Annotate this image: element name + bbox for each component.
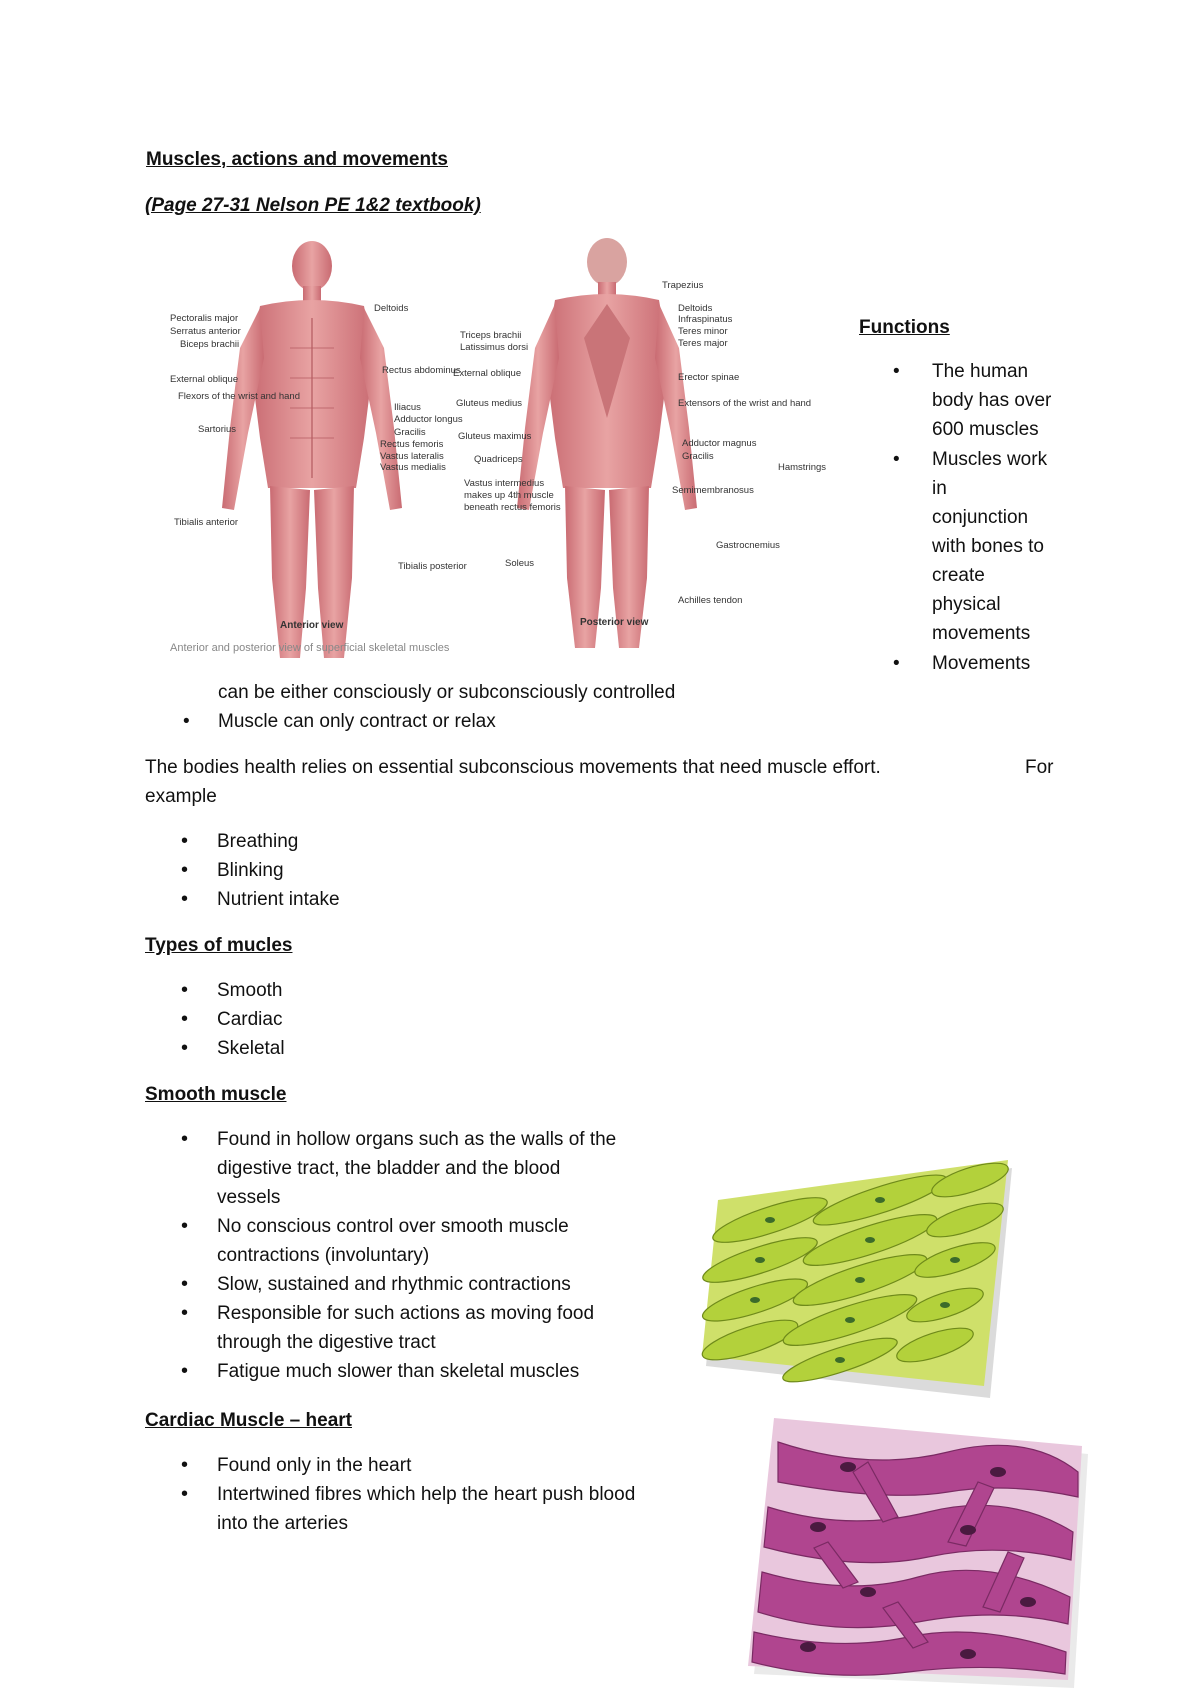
label-external-oblique-posterior: External oblique [453, 368, 522, 379]
label-rectus-femoris: Rectus femoris [380, 439, 444, 450]
label-adductor-longus: Adductor longus [394, 414, 463, 425]
label-tibialis-anterior: Tibialis anterior [174, 517, 239, 528]
functions-bullet-2-line-4: with bones to [932, 536, 1044, 557]
smooth-muscle-illustration [700, 1160, 1020, 1400]
list-item [145, 1480, 635, 1538]
label-achilles-tendon: Achilles tendon [678, 595, 743, 606]
label-semimembranosus: Semimembranosus [672, 485, 754, 496]
smooth-list [145, 1125, 616, 1386]
list-item: • Smooth [145, 976, 285, 1005]
examples-list [145, 827, 340, 914]
label-gracilis-anterior: Gracilis [394, 427, 426, 438]
health-paragraph-line-1-end: For [1025, 757, 1054, 778]
functions-bullet-3-line: Movements [932, 653, 1031, 674]
label-deltoids-posterior: Deltoids [678, 303, 713, 314]
posterior-figure [517, 238, 697, 648]
functions-bullet-2-line-7: movements [932, 623, 1031, 644]
cardiac-list [145, 1451, 635, 1538]
label-teres-minor: Teres minor [678, 326, 728, 337]
list-item-line: • Intertwined fibres which help the heart push blood [217, 1484, 636, 1505]
list-item [145, 1451, 635, 1480]
page-title: Muscles, actions and movements [146, 149, 448, 170]
label-extensors-wrist: Extensors of the wrist and hand [678, 398, 812, 409]
textbook-reference: (Page 27-31 Nelson PE 1&2 textbook) [145, 195, 481, 216]
types-list [145, 976, 285, 1063]
functions-bullet-3-dot: • [893, 653, 900, 674]
label-biceps-brachii: Biceps brachii [180, 339, 240, 350]
functions-bullet-2-line-1: Muscles work [932, 449, 1048, 470]
list-item-line: digestive tract, the bladder and the blood [217, 1158, 561, 1179]
list-item-line: • Slow, sustained and rhythmic contractions [217, 1274, 571, 1295]
functions-bullet-2-line-5: create [932, 565, 985, 586]
label-soleus: Soleus [505, 558, 535, 569]
label-teres-major: Teres major [678, 338, 728, 349]
functions-bullet-4-dot: • [183, 711, 190, 732]
label-serratus-anterior: Serratus anterior [170, 326, 241, 337]
label-iliacus: Iliacus [394, 402, 421, 413]
list-item-line: • Fatigue much slower than skeletal muscles [217, 1361, 580, 1382]
functions-bullet-2-dot: • [893, 449, 900, 470]
label-tibialis-posterior: Tibialis posterior [398, 561, 467, 572]
functions-bullet-1-line-3: 600 muscles [932, 419, 1039, 440]
health-paragraph-line-1: The bodies health relies on essential subconscious movements that need muscle effort. [145, 757, 881, 778]
label-vastus-lateralis: Vastus lateralis [380, 451, 444, 462]
health-paragraph-line-2: example [145, 786, 217, 807]
label-gracilis-posterior: Gracilis [682, 451, 714, 462]
muscle-anatomy-diagram [160, 238, 850, 658]
posterior-view-label: Posterior view [580, 617, 649, 628]
functions-bullet-1-line-1: The human [932, 361, 1029, 382]
label-adductor-magnus: Adductor magnus [682, 438, 757, 449]
label-hamstrings: Hamstrings [778, 462, 827, 473]
label-gluteus-medius: Gluteus medius [456, 398, 523, 409]
list-item: • Cardiac [145, 1005, 285, 1034]
label-pectoralis-major: Pectoralis major [170, 313, 239, 324]
label-gastrocnemius: Gastrocnemius [716, 540, 780, 551]
list-item [145, 1270, 616, 1299]
list-item [145, 1357, 616, 1386]
list-item-line: contractions (involuntary) [217, 1245, 430, 1266]
cardiac-heading: Cardiac Muscle – heart [145, 1410, 352, 1431]
functions-bullet-2-line-3: conjunction [932, 507, 1029, 528]
label-gluteus-maximus: Gluteus maximus [458, 431, 532, 442]
label-latissimus-dorsi: Latissimus dorsi [460, 342, 529, 353]
list-item [145, 1299, 616, 1357]
list-item: • Skeletal [145, 1034, 285, 1063]
list-item-line: • No conscious control over smooth muscle [217, 1216, 569, 1237]
list-item: • Blinking [145, 856, 340, 885]
functions-continuation: can be either consciously or subconsciously controlled [218, 682, 676, 703]
label-quadriceps: Quadriceps [474, 454, 523, 465]
functions-bullet-2-line-2: in [932, 478, 947, 499]
list-item-line: • Responsible for such actions as moving food [217, 1303, 595, 1324]
list-item-line: through the digestive tract [217, 1332, 436, 1353]
list-item [145, 1212, 616, 1270]
label-erector-spinae: Erector spinae [678, 372, 740, 383]
list-item-line: • Found only in the heart [217, 1455, 412, 1476]
functions-bullet-1-line-2: body has over [932, 390, 1052, 411]
smooth-heading: Smooth muscle [145, 1084, 287, 1105]
label-triceps-brachii: Triceps brachii [460, 330, 522, 341]
list-item [145, 1125, 616, 1212]
label-trapezius: Trapezius [662, 280, 704, 291]
list-item-line: vessels [217, 1187, 281, 1208]
types-heading: Types of mucles [145, 935, 293, 956]
list-item: • Breathing [145, 827, 340, 856]
anterior-view-label: Anterior view [280, 620, 344, 631]
list-item-line: • Found in hollow organs such as the walls of the [217, 1129, 617, 1150]
functions-heading: Functions [859, 317, 950, 338]
label-flexors-wrist: Flexors of the wrist and hand [178, 391, 300, 402]
functions-bullet-4: Muscle can only contract or relax [218, 711, 496, 732]
cardiac-muscle-illustration [748, 1412, 1088, 1688]
label-vastus-intermedius: Vastus intermedius makes up 4th muscle beneath rectus femoris [464, 478, 561, 513]
list-item-line: into the arteries [217, 1513, 348, 1534]
diagram-caption: Anterior and posterior view of superficial skeletal muscles [170, 642, 450, 654]
label-vastus-medialis: Vastus medialis [380, 462, 446, 473]
label-sartorius: Sartorius [198, 424, 237, 435]
functions-bullet-2-line-6: physical [932, 594, 1001, 615]
label-rectus-abdominus: Rectus abdominus [382, 365, 461, 376]
functions-bullet-1-dot: • [893, 361, 900, 382]
label-external-oblique: External oblique [170, 374, 239, 385]
list-item: • Nutrient intake [145, 885, 340, 914]
label-infraspinatus: Infraspinatus [678, 314, 733, 325]
label-deltoids-anterior: Deltoids [374, 303, 409, 314]
